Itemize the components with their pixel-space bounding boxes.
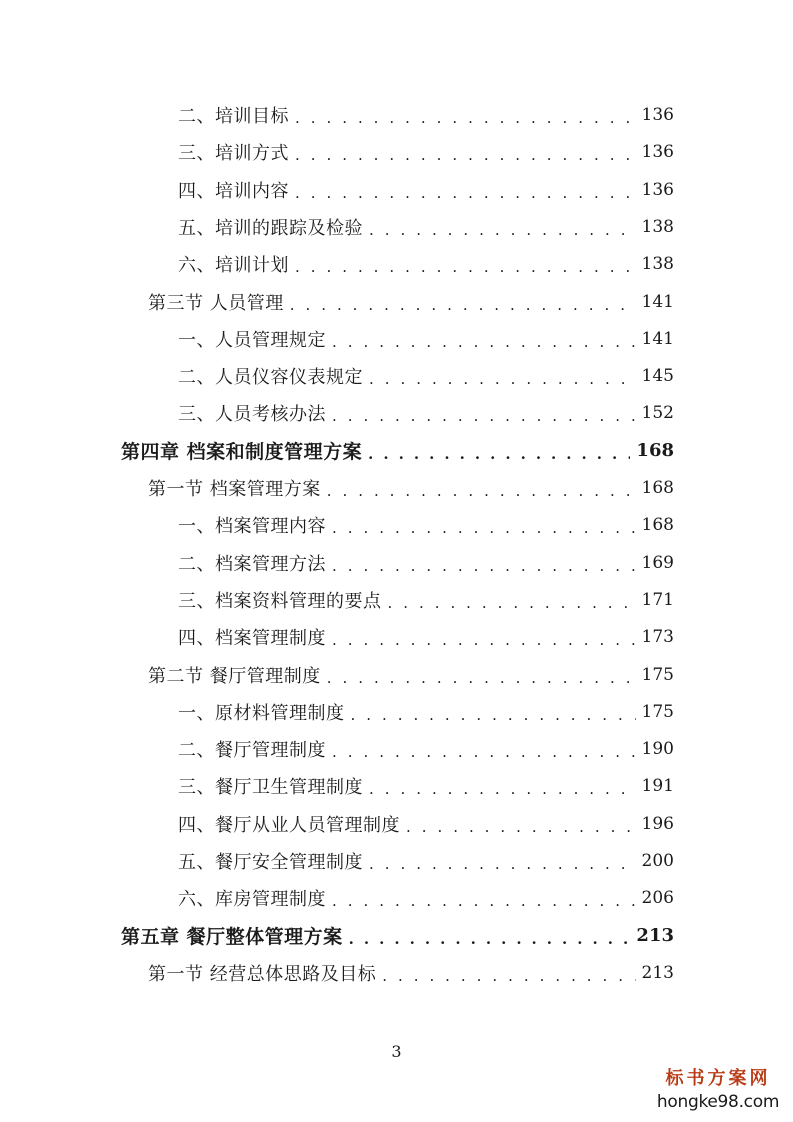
dot-leader — [369, 221, 636, 239]
toc-entry[interactable] — [178, 585, 674, 615]
toc-entry[interactable] — [178, 697, 674, 727]
dot-leader — [369, 370, 636, 388]
toc-entry-page: 136 — [641, 142, 674, 163]
toc-entry-page: 200 — [641, 851, 674, 871]
toc-entry-page: 190 — [641, 739, 674, 760]
dot-leader — [382, 967, 635, 985]
dot-leader — [295, 109, 636, 127]
toc-entry[interactable] — [178, 548, 674, 578]
toc-entry-page: 213 — [636, 925, 674, 947]
dot-leader — [388, 594, 636, 612]
toc-entry[interactable] — [148, 660, 674, 690]
toc-entry-page: 168 — [641, 515, 674, 536]
toc-entry-title: 一、原材料管理制度 — [178, 702, 345, 724]
dot-leader — [369, 780, 636, 798]
toc-entry[interactable] — [178, 137, 674, 167]
toc-entry[interactable] — [148, 287, 674, 317]
toc-entry-title: 第五章 餐厅整体管理方案 — [121, 926, 343, 949]
watermark-logo — [648, 1068, 788, 1114]
toc-entry-page: 138 — [641, 216, 674, 237]
toc-entry[interactable] — [178, 212, 674, 242]
toc-entry[interactable] — [178, 510, 674, 540]
toc-entry-page: 141 — [641, 328, 674, 349]
dot-leader — [332, 333, 636, 351]
toc-entry-title: 第一节 经营总体思路及目标 — [148, 963, 377, 985]
toc-entry-title: 三、培训方式 — [178, 143, 289, 165]
toc-entry[interactable] — [178, 361, 674, 391]
toc-entry-page: 141 — [641, 291, 674, 312]
toc-entry-title: 四、餐厅从业人员管理制度 — [178, 814, 400, 836]
page-number: 3 — [391, 1042, 402, 1061]
toc-entry-title: 二、人员仪容仪表规定 — [178, 367, 363, 389]
toc-entry[interactable] — [178, 883, 674, 913]
toc-entry[interactable] — [121, 921, 674, 951]
toc-entry-title: 五、餐厅安全管理制度 — [178, 852, 363, 873]
toc-entry[interactable] — [148, 958, 674, 988]
toc-entry[interactable] — [178, 324, 674, 354]
dot-leader — [332, 892, 636, 910]
toc-entry-title: 二、档案管理方法 — [178, 553, 326, 575]
toc-entry[interactable] — [178, 734, 674, 764]
toc-entry-title: 第三节 人员管理 — [148, 292, 284, 314]
dot-leader — [332, 631, 636, 649]
toc-entry-title: 二、餐厅管理制度 — [178, 740, 326, 762]
toc-entry[interactable] — [178, 398, 674, 428]
toc-entry-page: 175 — [641, 664, 674, 685]
dot-leader — [368, 445, 630, 463]
toc-entry-page: 173 — [641, 627, 674, 648]
dot-leader — [295, 146, 636, 164]
dot-leader — [406, 818, 636, 836]
toc-entry[interactable] — [178, 809, 674, 839]
toc-entry-page: 213 — [641, 962, 674, 983]
toc-entry-page: 169 — [641, 552, 674, 573]
toc-entry-title: 三、人员考核办法 — [178, 404, 326, 426]
toc-entry-title: 三、餐厅卫生管理制度 — [178, 777, 363, 799]
toc-entry-title: 一、人员管理规定 — [178, 329, 326, 351]
toc-entry-title: 第四章 档案和制度管理方案 — [121, 441, 363, 464]
dot-leader — [332, 519, 636, 537]
dot-leader — [295, 184, 636, 202]
toc-entry-page: 152 — [641, 403, 674, 424]
toc-entry-page: 168 — [641, 478, 674, 498]
toc-entry-page: 138 — [641, 254, 674, 275]
dot-leader — [332, 743, 636, 761]
toc-entry[interactable] — [148, 473, 674, 503]
toc-entry-title: 四、档案管理制度 — [178, 628, 326, 650]
toc-entry[interactable] — [121, 436, 674, 466]
toc-entry-page: 136 — [641, 105, 674, 125]
toc-entry[interactable] — [178, 622, 674, 652]
toc-entry-page: 145 — [641, 366, 674, 387]
dot-leader — [369, 855, 636, 873]
toc-entry-title: 二、培训目标 — [178, 106, 289, 127]
dot-leader — [332, 557, 636, 575]
toc-entry[interactable] — [178, 100, 674, 130]
watermark-url-text: hongke98.com — [656, 1092, 780, 1112]
toc-entry-title: 四、培训内容 — [178, 180, 289, 202]
dot-leader — [295, 258, 636, 276]
toc-entry-title: 五、培训的跟踪及检验 — [178, 217, 363, 239]
toc-entry-title: 第一节 档案管理方案 — [148, 479, 321, 500]
dot-leader — [349, 930, 631, 948]
toc-entry-title: 第二节 餐厅管理制度 — [148, 665, 321, 687]
toc-entry[interactable] — [178, 249, 674, 279]
toc-entry-title: 三、档案资料管理的要点 — [178, 590, 382, 612]
toc-entry-page: 175 — [641, 701, 674, 722]
toc-entry[interactable] — [178, 175, 674, 205]
watermark-chinese-text: 标书方案网 — [665, 1068, 771, 1089]
toc-entry-page: 171 — [641, 589, 674, 610]
toc-entry-page: 206 — [641, 888, 674, 909]
toc-entry-title: 六、库房管理制度 — [178, 889, 326, 911]
toc-entry-page: 191 — [641, 776, 674, 797]
dot-leader — [290, 296, 636, 314]
toc-entry-page: 168 — [636, 440, 674, 462]
toc-entry[interactable] — [178, 846, 674, 876]
toc-entry-title: 一、档案管理内容 — [178, 516, 326, 538]
toc-entry-page: 196 — [641, 813, 674, 834]
dot-leader — [327, 669, 636, 687]
dot-leader — [332, 407, 636, 425]
dot-leader — [351, 706, 636, 724]
toc-entry-title: 六、培训计划 — [178, 255, 289, 277]
dot-leader — [327, 482, 636, 500]
toc-entry-page: 136 — [641, 179, 674, 200]
toc-entry[interactable] — [178, 771, 674, 801]
